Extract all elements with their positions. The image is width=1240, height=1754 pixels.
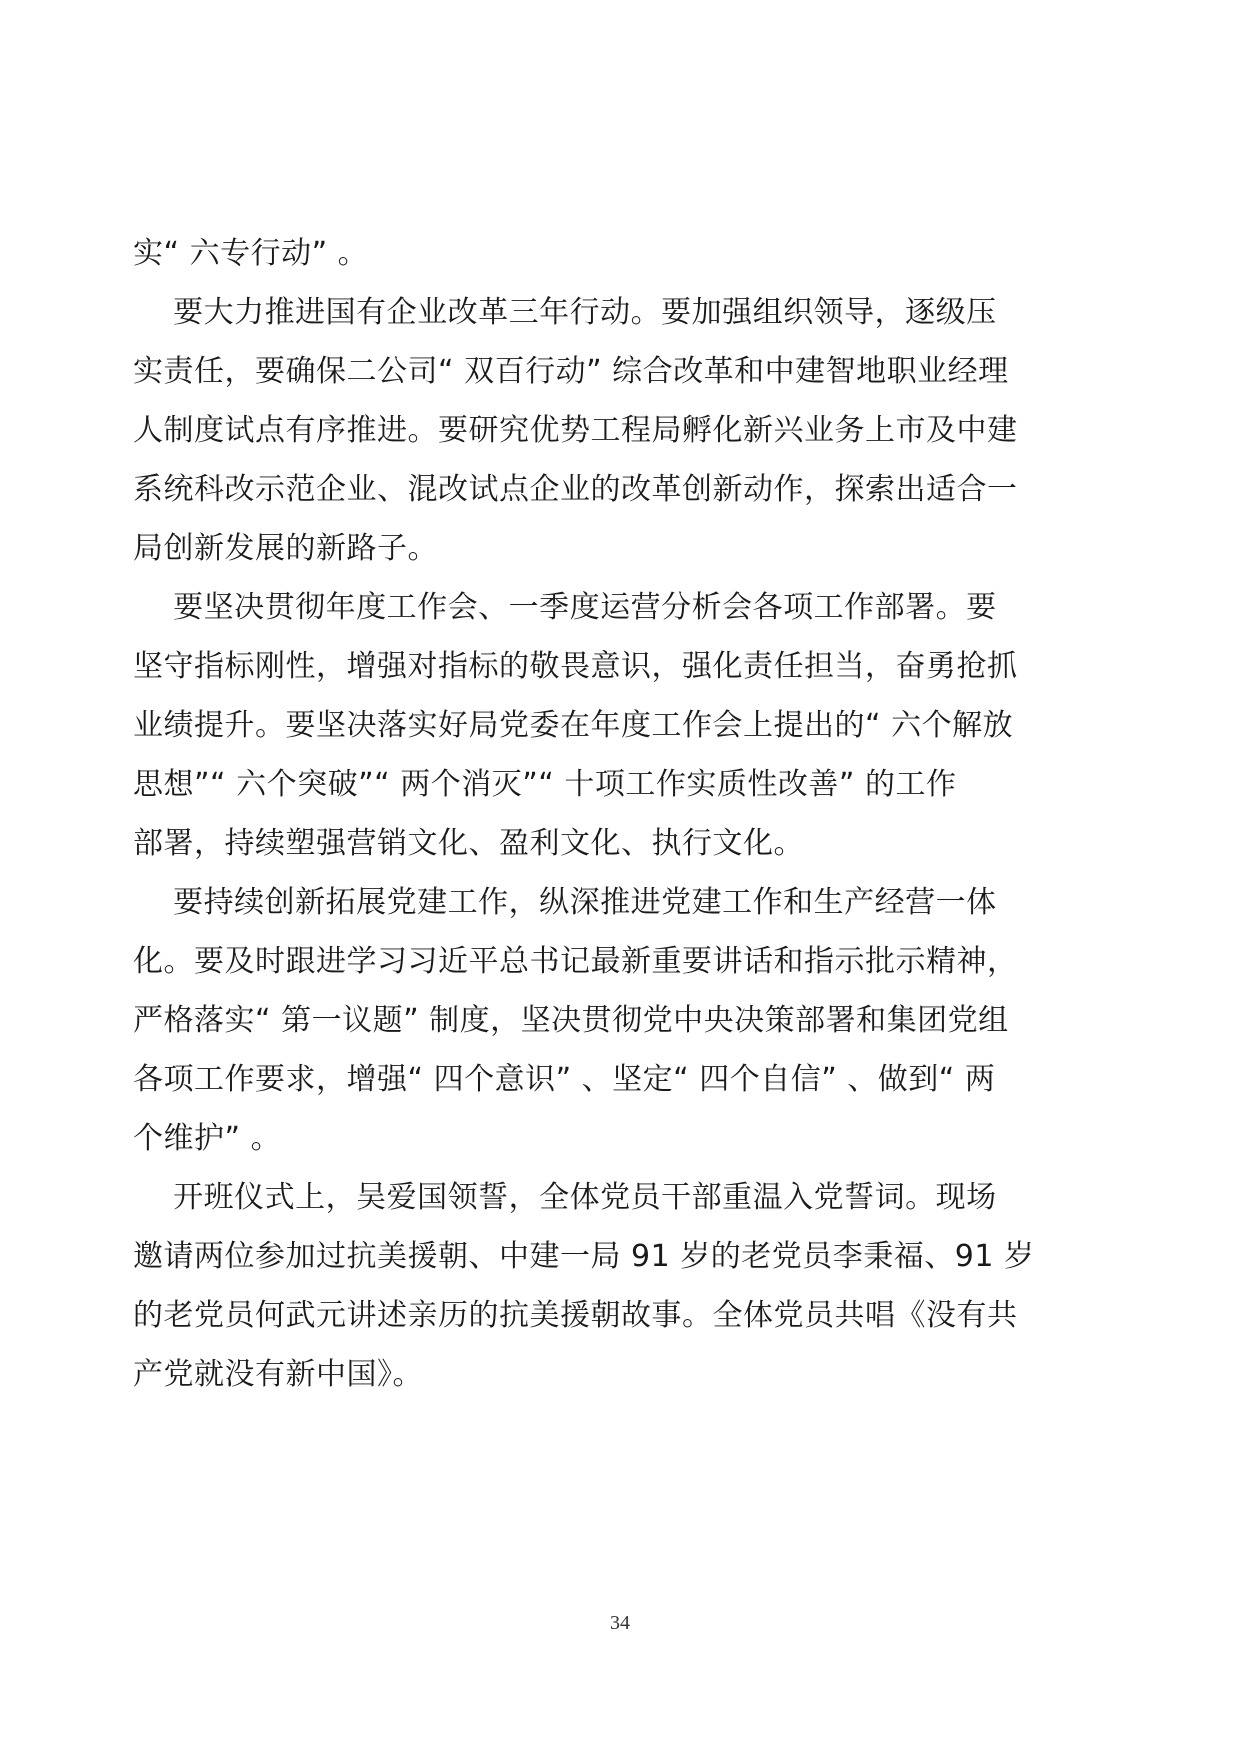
text-line: 坚守指标刚性，增强对指标的敬畏意识，强化责任担当，奋勇抢抓: [133, 649, 1018, 684]
text-line: 业绩提升。要坚决落实好局党委在年度工作会上提出的“ 六个解放: [133, 708, 1014, 743]
text-line: 实“ 六专行动” 。: [133, 236, 369, 271]
text-line: 要持续创新拓展党建工作，纵深推进党建工作和生产经营一体: [133, 885, 997, 920]
text-line: 产党就没有新中国》。: [133, 1357, 423, 1392]
text-line: 各项工作要求，增强“ 四个意识” 、坚定“ 四个自信” 、做到“ 两: [133, 1062, 996, 1097]
text-line: 实责任，要确保二公司“ 双百行动” 综合改革和中建智地职业经理: [133, 354, 1009, 389]
page-number: 34: [610, 1612, 630, 1634]
text-line: 人制度试点有序推进。要研究优势工程局孵化新兴业务上市及中建: [133, 413, 1018, 448]
text-line: 系统科改示范企业、混改试点企业的改革创新动作，探索出适合一: [133, 472, 1018, 507]
text-line: 思想”“ 六个突破”“ 两个消灭”“ 十项工作实质性改善” 的工作: [133, 767, 957, 802]
text-line: 严格落实“ 第一议题” 制度，坚决贯彻党中央决策部署和集团党组: [133, 1003, 1009, 1038]
text-line: 要坚决贯彻年度工作会、一季度运营分析会各项工作部署。要: [133, 590, 997, 625]
text-line: 的老党员何武元讲述亲历的抗美援朝故事。全体党员共唱《没有共: [133, 1298, 1018, 1333]
text-line: 开班仪式上，吴爱国领誓，全体党员干部重温入党誓词。现场: [133, 1180, 997, 1215]
body-text: [133, 224, 1103, 1404]
text-line: 部署，持续塑强营销文化、盈利文化、执行文化。: [133, 826, 804, 861]
text-line: 邀请两位参加过抗美援朝、中建一局 91 岁的老党员李秉福、91 岁: [133, 1239, 1035, 1274]
text-line: 局创新发展的新路子。: [133, 531, 438, 566]
text-line: 要大力推进国有企业改革三年行动。要加强组织领导，逐级压: [133, 295, 997, 330]
text-line: 个维护” 。: [133, 1121, 282, 1156]
text-line: 化。要及时跟进学习习近平总书记最新重要讲话和指示批示精神，: [133, 944, 1018, 979]
